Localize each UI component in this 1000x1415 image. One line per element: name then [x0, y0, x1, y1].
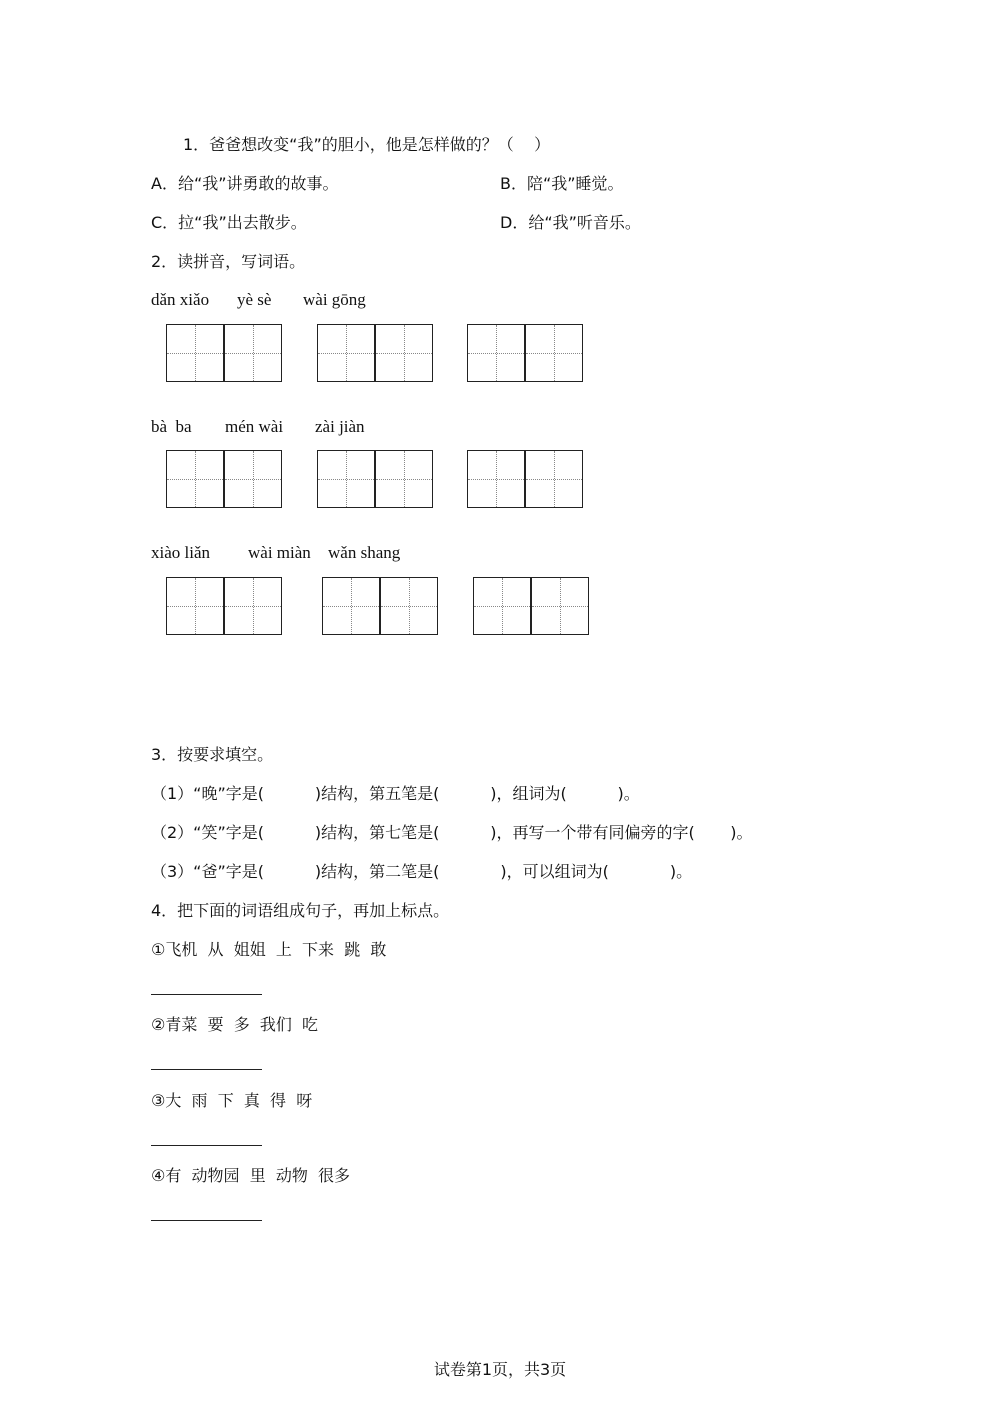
page-footer: 试卷第1页，共3页	[433, 1360, 567, 1379]
pinyin-label: bà ba	[151, 417, 192, 436]
writing-cell[interactable]	[317, 324, 375, 382]
writing-cell[interactable]	[322, 577, 380, 635]
pinyin-label: dǎn xiǎo	[151, 290, 210, 309]
pinyin-label: yè sè	[237, 290, 272, 309]
pinyin-label: wǎn shang	[328, 543, 401, 562]
option-b: B．陪“我”睡觉。	[500, 174, 624, 193]
writing-cell[interactable]	[224, 577, 282, 635]
writing-cell[interactable]	[166, 450, 224, 508]
answer-line[interactable]	[151, 994, 262, 995]
writing-cell[interactable]	[380, 577, 438, 635]
pinyin-label: mén wài	[225, 417, 284, 436]
question-2-title: 2．读拼音，写词语。	[151, 252, 306, 271]
answer-line[interactable]	[151, 1145, 262, 1146]
writing-cell[interactable]	[467, 324, 525, 382]
writing-cell[interactable]	[375, 324, 433, 382]
pinyin-label: xiào liǎn	[151, 543, 211, 562]
writing-cell[interactable]	[531, 577, 589, 635]
answer-line[interactable]	[151, 1220, 262, 1221]
option-c: C．拉“我”出去散步。	[151, 213, 307, 232]
writing-cell[interactable]	[224, 324, 282, 382]
answer-line[interactable]	[151, 1069, 262, 1070]
sentence-words: ③大 雨 下 真 得 呀	[151, 1091, 313, 1110]
option-a: A．给“我”讲勇敢的故事。	[151, 174, 339, 193]
writing-cell[interactable]	[317, 450, 375, 508]
question-3-title: 3．按要求填空。	[151, 745, 274, 764]
writing-cell[interactable]	[224, 450, 282, 508]
sentence-words: ④有 动物园 里 动物 很多	[151, 1166, 351, 1185]
fill-blank-item: （1）“晚”字是( )结构，第五笔是( )，组词为( )。	[151, 784, 640, 803]
option-d: D．给“我”听音乐。	[500, 213, 641, 232]
writing-cell[interactable]	[467, 450, 525, 508]
writing-cell[interactable]	[166, 577, 224, 635]
sentence-words: ①飞机 从 姐姐 上 下来 跳 敢	[151, 940, 387, 959]
writing-cell[interactable]	[375, 450, 433, 508]
pinyin-label: zài jiàn	[315, 417, 365, 436]
writing-cell[interactable]	[525, 324, 583, 382]
question-4-title: 4．把下面的词语组成句子，再加上标点。	[151, 901, 450, 920]
writing-cell[interactable]	[525, 450, 583, 508]
sentence-words: ②青菜 要 多 我们 吃	[151, 1015, 319, 1034]
question-1: 1．爸爸想改变“我”的胆小，他是怎样做的？（ ）	[183, 135, 551, 154]
fill-blank-item: （3）“爸”字是( )结构，第二笔是( )，可以组词为( )。	[151, 862, 693, 881]
writing-cell[interactable]	[473, 577, 531, 635]
fill-blank-item: （2）“笑”字是( )结构，第七笔是( )，再写一个带有同偏旁的字( )。	[151, 823, 753, 842]
pinyin-label: wài gōng	[303, 290, 366, 309]
pinyin-label: wài miàn	[248, 543, 311, 562]
writing-cell[interactable]	[166, 324, 224, 382]
